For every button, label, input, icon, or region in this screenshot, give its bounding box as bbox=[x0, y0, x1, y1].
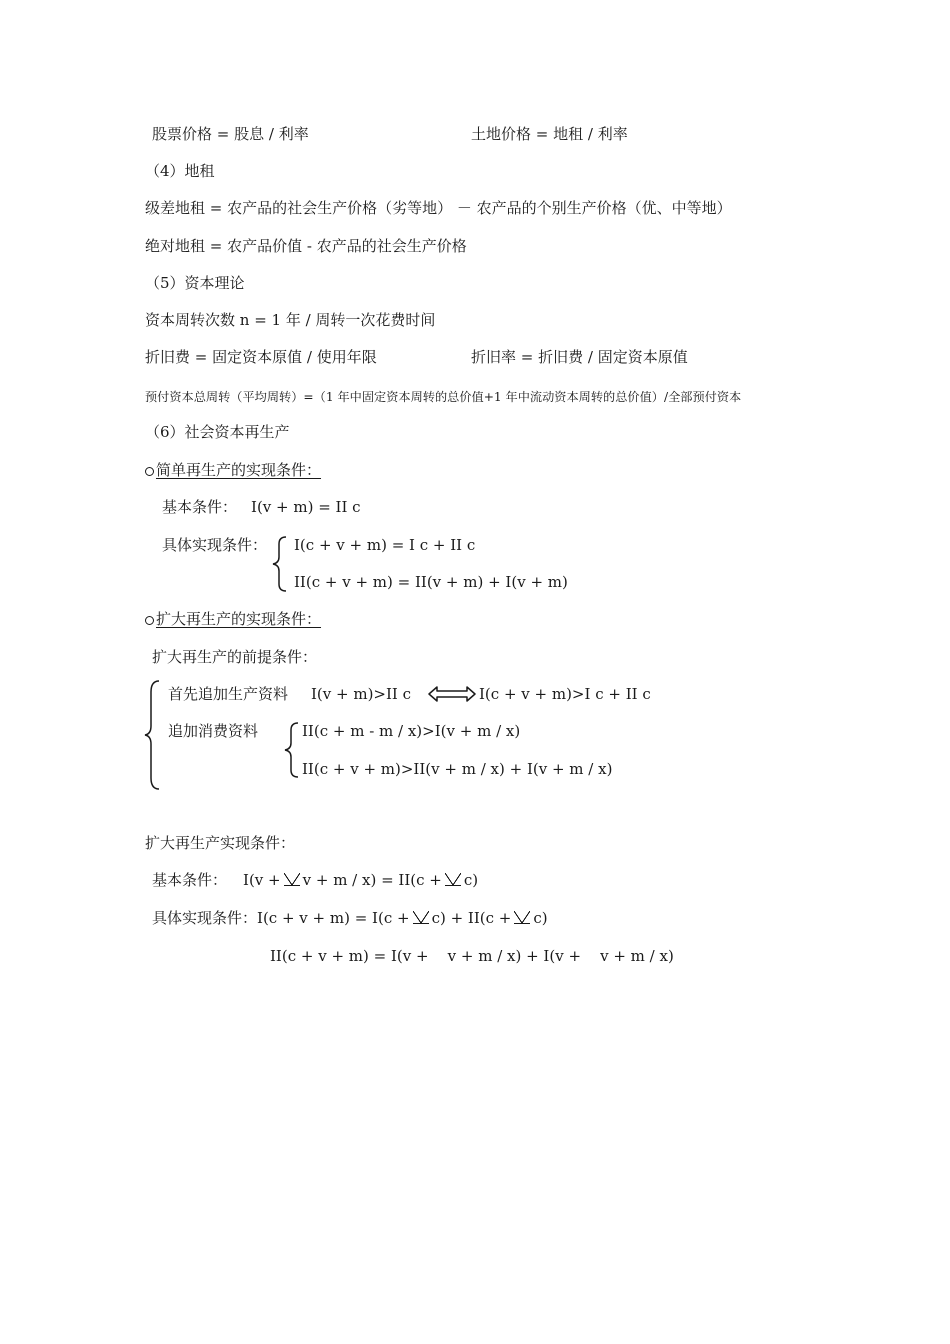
extended-premise-label: 扩大再生产的前提条件： bbox=[152, 648, 318, 666]
consumer-formula-1: II(c + m - m / x)>I(v + m / x) bbox=[302, 722, 521, 740]
section-5-heading: （5）资本理论 bbox=[145, 274, 245, 292]
first-add-right-formula: I(c + v + m)>I c + II c bbox=[479, 685, 651, 703]
consumer-goods-label: 追加消费资料 bbox=[168, 722, 259, 740]
differential-rent-formula: 级差地租 = 农产品的社会生产价格（劣等地） － 农产品的个别生产价格（优、中等地） bbox=[145, 199, 732, 217]
section-4-heading: （4）地租 bbox=[145, 162, 215, 180]
delta-icon bbox=[514, 911, 530, 924]
circle-bullet-icon bbox=[145, 616, 154, 625]
left-brace-icon bbox=[143, 680, 163, 790]
section-6-heading: （6）社会资本再生产 bbox=[145, 423, 290, 441]
simple-reproduction-title: 简单再生产的实现条件： bbox=[145, 460, 321, 480]
simple-concrete-1: I(c + v + m) = I c + II c bbox=[294, 536, 476, 554]
delta-icon bbox=[413, 911, 429, 924]
depreciation-formula: 折旧费 = 固定资本原值 / 使用年限 bbox=[145, 348, 377, 366]
circle-bullet-icon bbox=[145, 467, 154, 476]
prepaid-turnover-formula: 预付资本总周转（平均周转）=（1 年中固定资本周转的总价值+1 年中流动资本周转的总价值）/全部预付资本 bbox=[145, 390, 742, 404]
first-add-left-formula: I(v + m)>II c bbox=[311, 685, 412, 703]
simple-concrete-2: II(c + v + m) = II(v + m) + I(v + m) bbox=[294, 573, 568, 591]
simple-concrete-label: 具体实现条件： bbox=[162, 536, 268, 554]
double-arrow-icon bbox=[428, 686, 476, 702]
absolute-rent-formula: 绝对地租 = 农产品价值 - 农产品的社会生产价格 bbox=[145, 237, 467, 255]
consumer-formula-2: II(c + v + m)>II(v + m / x) + I(v + m / x) bbox=[302, 760, 613, 778]
extended-concrete-condition: 具体实现条件：I(c + v + m) = I(c + c) + II(c + c) bbox=[152, 909, 548, 927]
extended-basic-condition: 基本条件： I(v + v + m / x) = II(c + c) bbox=[152, 871, 479, 889]
left-brace-icon bbox=[270, 536, 290, 592]
extended-concrete-formula-2: II(c + v + m) = I(v + v + m / x) + I(v + v + m / x) bbox=[270, 947, 674, 965]
delta-icon bbox=[445, 873, 461, 886]
simple-basic-condition: 基本条件： I(v + m) = II c bbox=[162, 498, 361, 516]
turnover-count-formula: 资本周转次数 n = 1 年 / 周转一次花费时间 bbox=[145, 311, 436, 329]
extended-reproduction-title: 扩大再生产的实现条件： bbox=[145, 609, 321, 629]
delta-icon bbox=[284, 873, 300, 886]
land-price-formula: 土地价格 = 地租 / 利率 bbox=[471, 125, 628, 143]
extended-realize-title: 扩大再生产实现条件： bbox=[145, 834, 296, 852]
first-add-production-label: 首先追加生产资料 bbox=[168, 685, 289, 703]
depreciation-rate-formula: 折旧率 = 折旧费 / 固定资本原值 bbox=[471, 348, 688, 366]
stock-price-formula: 股票价格 = 股息 / 利率 bbox=[152, 125, 309, 143]
left-brace-icon bbox=[282, 722, 302, 778]
